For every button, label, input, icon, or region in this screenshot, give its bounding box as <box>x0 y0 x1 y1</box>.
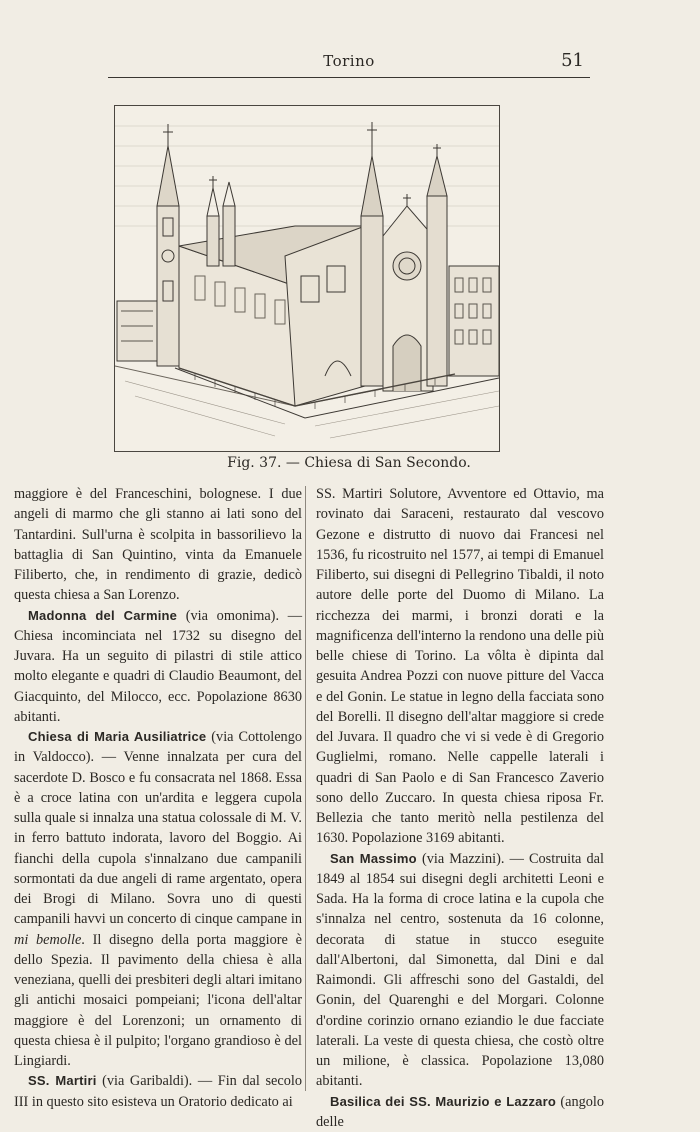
figure-caption: Fig. 37. — Chiesa di San Secondo. <box>108 455 590 471</box>
running-title: Torino <box>108 52 590 70</box>
paragraph-ss-martiri-continued: SS. Martiri Solutore, Avventore ed Ottavio, ma rovinato dai Saraceni, restaurato dal vescovo Gezone e distrutto di nuovo dai Francesi nel 1536, fu ricostruito nel 1577, ai tempi di Emanuel Filiberto, sui disegni di Pellegrino Tibaldi, il noto autore delle porte del Duomo di Milano. La ricchezza dei marmi, i bronzi dorati e la magnificenza dell'interno la rendono una delle più belle chiese di Torino. La vôlta è dipinta dal gesuita Andrea Pozzi con nuove pitture del Vacca e del Gonin. Le statue in legno della facciata sono del Borelli. Il disegno dell'altar maggiore si crede del Juvara. Il quadro che vi si vede è di Gregorio Guglielmi, romano. Nelle cappelle laterali i quadri di San Paolo e di San Francesco Zaverio sono dello Zuccaro. In questa chiesa riposa Fr. Bellezia che tanto meritò nella pestilenza del 1630. Popolazione 3169 abitanti. <box>316 484 604 849</box>
page-number: 51 <box>561 50 584 71</box>
entry-heading: Basilica dei SS. Maurizio e Lazzaro <box>330 1094 556 1109</box>
church-illustration <box>114 105 500 452</box>
paragraph-san-massimo: San Massimo (via Mazzini). — Costruita dal 1849 al 1854 sui disegni degli architetti Leoni e Sada. Ha la forma di croce latina e la cupola che s'innalza nel centro, sostenuta da 16 colonne, decorata di statue in stucco eseguite dall'Albertoni, dal Simonetta, dal Dini e dal Raimondi. Gli affreschi sono del Gastaldi, del Gonin, del Quarenghi e del Morgari. Colonne d'ordine corinzio ornano eziandio le due facciate laterali. La veste di questa chiesa, che costò oltre un milione, è classica. Popolazione 13,080 abitanti. <box>316 849 604 1092</box>
right-column <box>316 484 604 1132</box>
entry-heading: San Massimo <box>330 851 417 866</box>
entry-heading: Madonna del Carmine <box>28 608 177 623</box>
entry-heading: SS. Martiri <box>28 1073 97 1088</box>
italic-phrase: mi bemolle <box>14 932 81 948</box>
paragraph-maria-ausiliatrice: Chiesa di Maria Ausiliatrice (via Cottolengo in Valdocco). — Venne innalzata per cura del sacerdote D. Bosco e fu consacrata nel 1868. Essa è a croce latina con un'ardita e leggera cupola sulla quale si innalza una statua colossale di M. V. in ferro battuto indorata, lavoro del Boggio. Ai fianchi della cupola s'innalzano due campanili sormontati da due angeli di rame argentato, opera dei Brogi di Milano. Sovra uno di questi campanili havvi un concerto di cinque campane in mi bemolle. Il disegno della porta maggiore è dello Spezia. Il pavimento della chiesa è alla veneziana, quelli dei presbiteri degli altari imitano gli antichi mosaici pompeiani; l'icona dell'altar maggiore è del Lorenzoni; un ornamento di questa chiesa è il pulpito; l'organo grandioso è del Lingiardi. <box>14 727 302 1071</box>
church-engraving-svg <box>115 106 499 451</box>
paragraph-continuation: maggiore è del Franceschini, bolognese. I due angeli di marmo che gli stanno ai lati sono del Tantardini. Sull'urna è scolpita in bassorilievo la battaglia di San Quintino, vinta da Emanuele Filiberto, che, in rendimento di grazie, dedicò questa chiesa a San Lorenzo. <box>14 484 302 606</box>
column-divider <box>305 486 306 1091</box>
running-head <box>108 50 590 72</box>
left-column <box>14 484 302 1112</box>
paragraph-basilica-maurizio-lazzaro: Basilica dei SS. Maurizio e Lazzaro (angolo delle <box>316 1092 604 1132</box>
paragraph-madonna-del-carmine: Madonna del Carmine (via omonima). — Chiesa incominciata nel 1732 su disegno del Juvara. Ha un seguito di pilastri di stile attico molto elegante e quadri di Claudio Beaumont, del Giacquinto, del Milocco, ecc. Popolazione 8630 abitanti. <box>14 606 302 728</box>
header-rule <box>108 77 590 78</box>
entry-heading: Chiesa di Maria Ausiliatrice <box>28 729 206 744</box>
paragraph-ss-martiri: SS. Martiri (via Garibaldi). — Fin dal secolo III in questo sito esisteva un Oratorio dedicato ai <box>14 1071 302 1112</box>
